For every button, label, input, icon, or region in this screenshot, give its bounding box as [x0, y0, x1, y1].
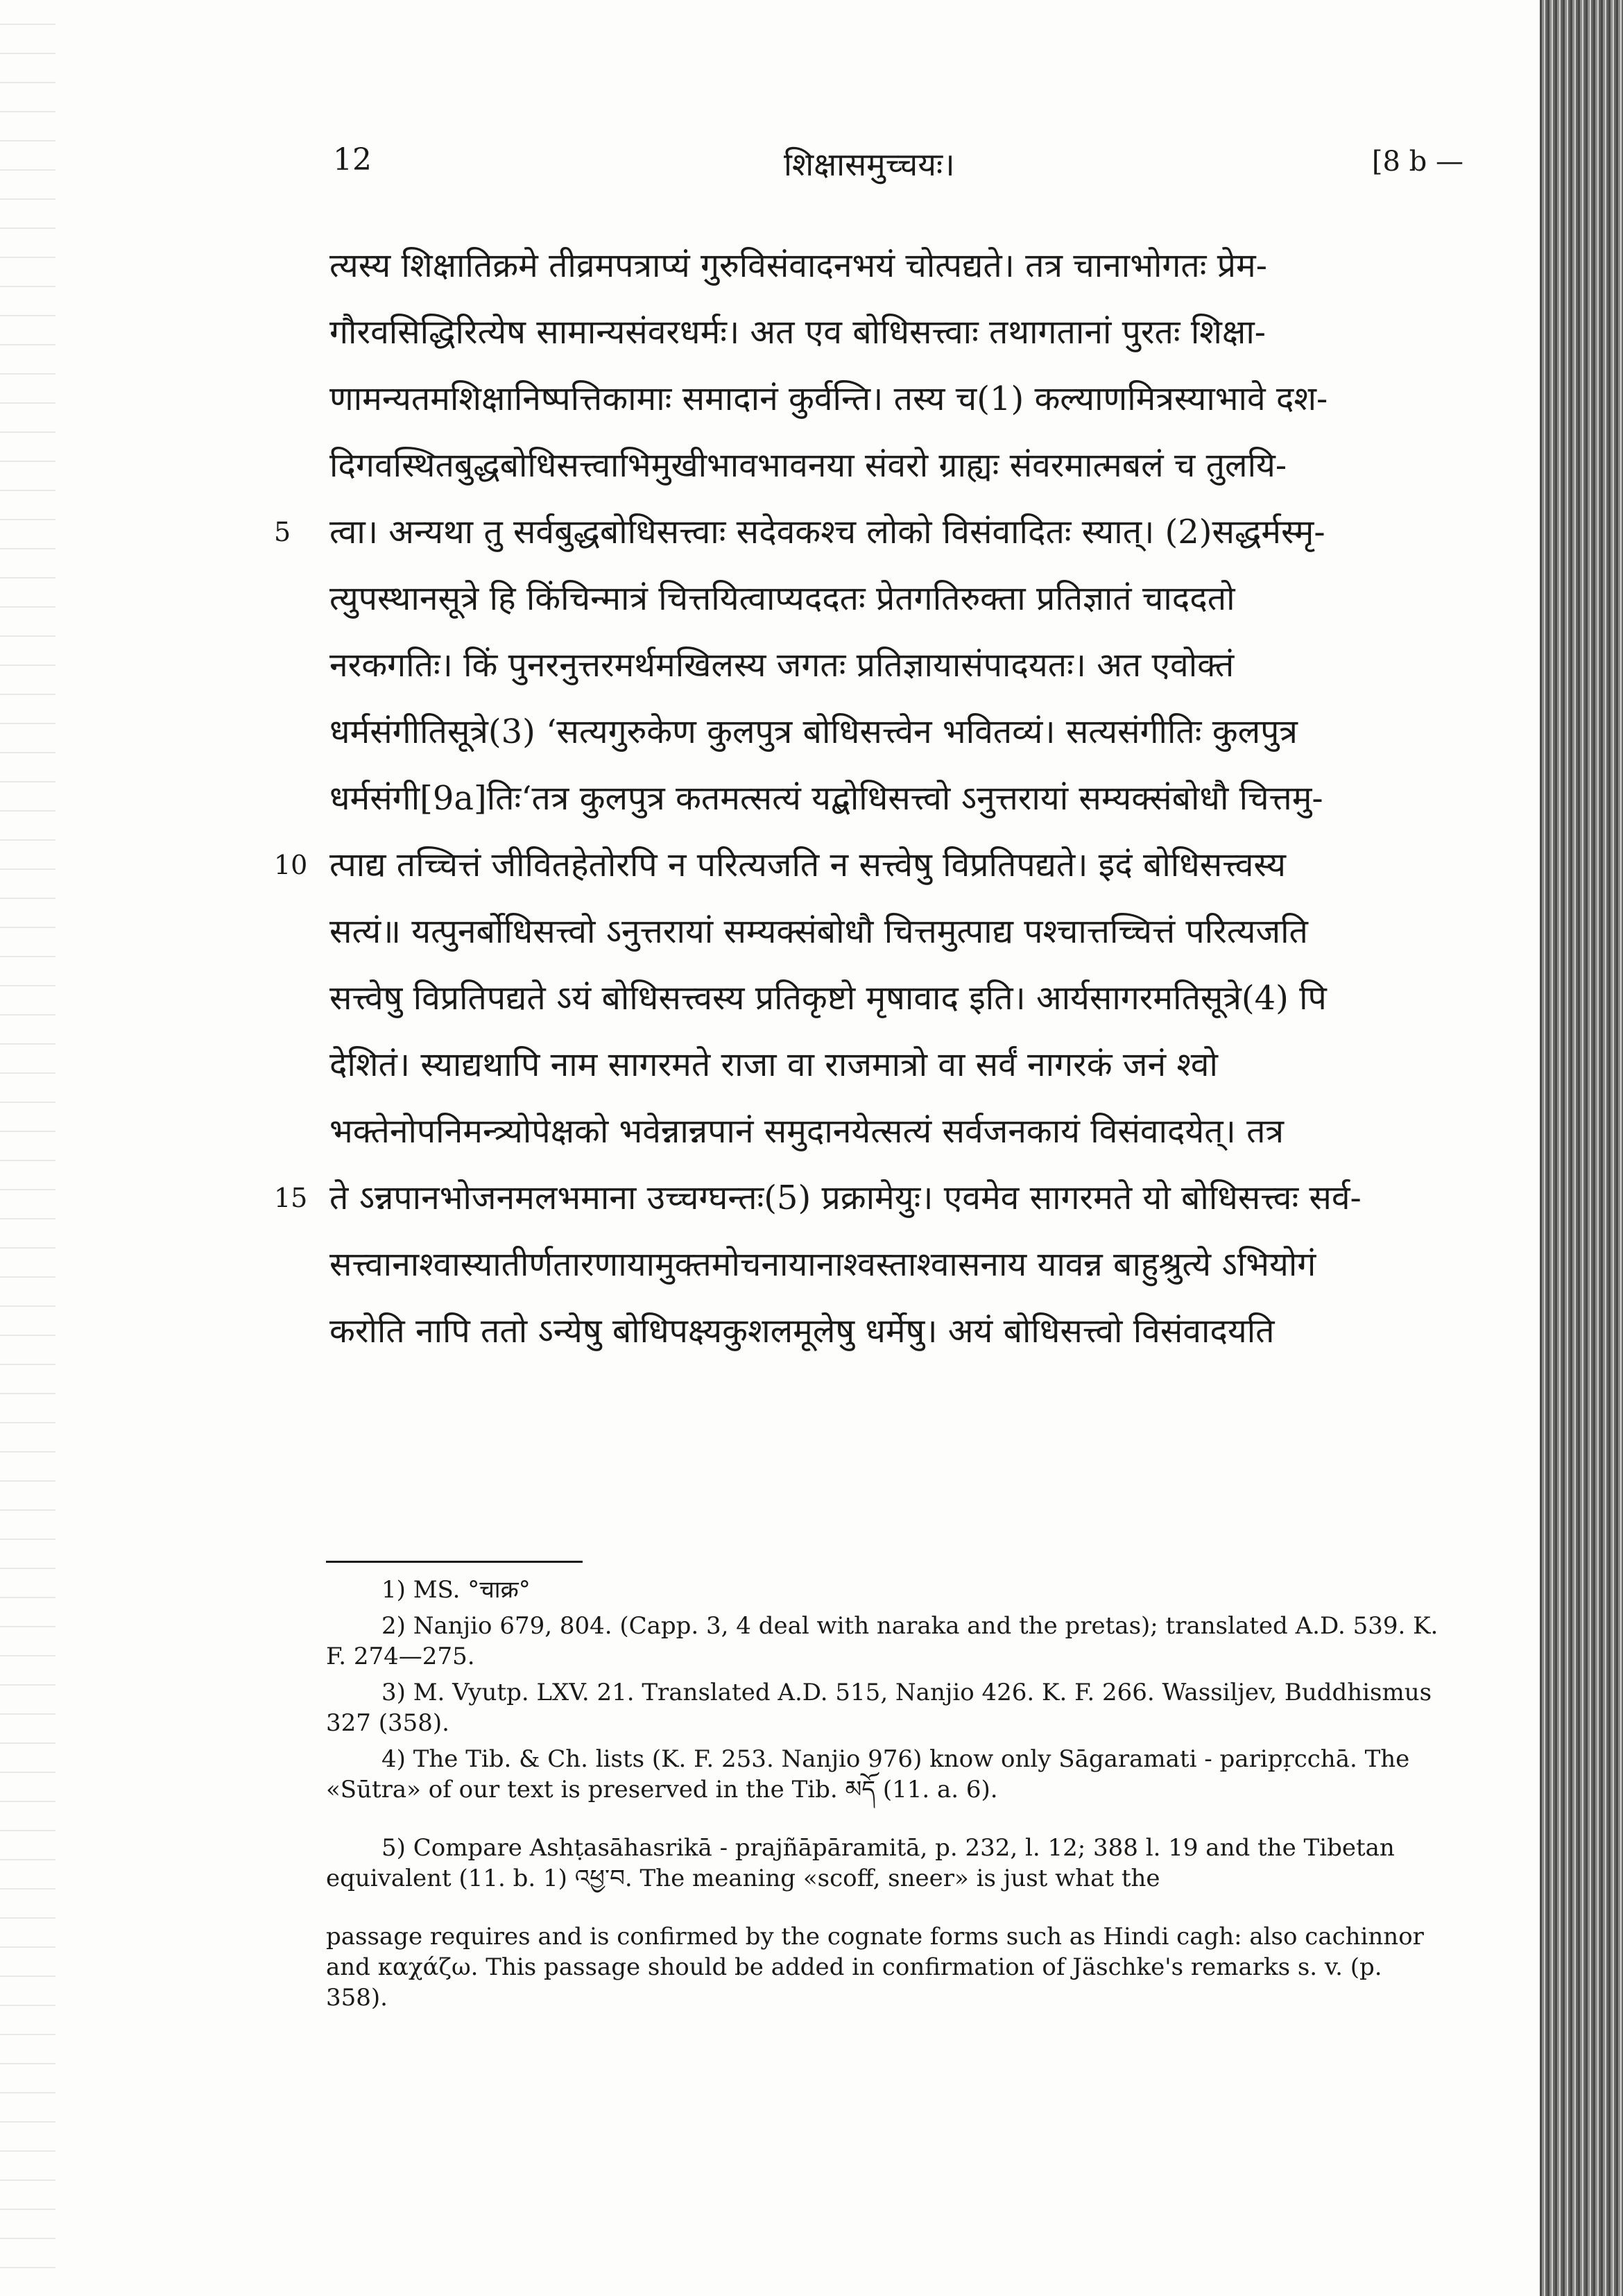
- text-line: [329, 366, 1467, 432]
- text-line: [274, 1165, 1467, 1231]
- line-text: त्वा। अन्यथा तु सर्वबुद्धबोधिसत्त्वाः सदेवकश्च लोको विसंवादितः स्यात्। (2)सद्धर्मस्मृ-: [329, 513, 1325, 551]
- text-line: [274, 832, 1467, 898]
- footnote-list: [326, 1575, 1450, 1894]
- scan-margin: [0, 0, 55, 2296]
- text-line: [329, 299, 1467, 366]
- line-text: त्युपस्थानसूत्रे हि किंचिन्मात्रं चित्तयित्वाप्यददतः प्रेतगतिरुक्ता प्रतिज्ञातं चाददतो: [329, 579, 1235, 618]
- line-text: देशितं। स्याद्यथापि नाम सागरमते राजा वा राजमात्रो वा सर्वं नागरकं जनं श्वो: [329, 1045, 1218, 1084]
- line-number: 15: [274, 1183, 308, 1213]
- line-text: त्पाद्य तच्चित्तं जीवितहेतोरपि न परित्यजति न सत्त्वेषु विप्रतिपद्यते। इदं बोधिसत्त्वस्य: [329, 846, 1286, 884]
- line-text: भक्तेनोपनिमन्त्र्योपेक्षको भवेन्नान्नपानं समुदानयेत्सत्यं सर्वजनकायं विसंवादयेत्। तत्र: [329, 1112, 1284, 1151]
- text-line: [329, 1231, 1467, 1298]
- text-line: [329, 565, 1467, 632]
- line-text: धर्मसंगी[9a]तिः‘तत्र कुलपुत्र कतमत्सत्यं यद्बोधिसत्त्वो ऽनुत्तरायां सम्यक्संबोधौ चित्तमु-: [329, 779, 1323, 818]
- text-line: [329, 1098, 1467, 1165]
- text-line: [329, 699, 1467, 765]
- footnote: 4) The Tib. & Ch. lists (K. F. 253. Nanjio 976) know only Sāgaramati - paripṛcchā. The «Sūtra» of our text is preserved in the Tib. མདོ (11. a. 6).: [326, 1745, 1410, 1804]
- footnote-continuation: passage requires and is confirmed by the cognate forms such as Hindi cagh: also cachinnor and καχάζω. This passage should be added in confirmation of Jäschke's remarks s. v. (p. 358).: [326, 1923, 1424, 2012]
- line-text: दिगवस्थितबुद्धबोधिसत्त्वाभिमुखीभावभावनया संवरो ग्राह्यः संवरमात्मबलं च तुलयि-: [329, 446, 1287, 485]
- page-header: [326, 142, 1463, 191]
- text-line: [329, 632, 1467, 699]
- line-number: 10: [274, 850, 308, 880]
- page-edge-shadow: [1540, 0, 1623, 2296]
- sanskrit-body-text: [274, 232, 1467, 1364]
- text-line: [274, 499, 1467, 565]
- line-text: सत्त्वेषु विप्रतिपद्यते ऽयं बोधिसत्त्वस्य प्रतिकृष्टो मृषावाद इति। आर्यसागरमतिसूत्रे(4) पि: [329, 979, 1327, 1018]
- line-text: णामन्यतमशिक्षानिष्पत्तिकामाः समादानं कुर्वन्ति। तस्य च(1) कल्याणमित्रस्याभावे दश-: [329, 379, 1328, 418]
- text-line: [329, 232, 1467, 299]
- line-text: सत्त्वानाश्वास्यातीर्णतारणायामुक्तमोचनायानाश्वस्ताश्वासनाय यावन्न बाहुश्रुत्ये ऽभियोगं: [329, 1245, 1316, 1284]
- footnote: 5) Compare Ashṭasāhasrikā - prajñāpāramitā, p. 232, l. 12; 388 l. 19 and the Tibetan equivalent (11. b. 1) འཕྱ་བ. The meaning «scoff, sneer» is just what the: [326, 1834, 1395, 1892]
- section-reference: [8 b —: [1371, 146, 1463, 178]
- text-line: [329, 1298, 1467, 1364]
- line-text: सत्यं॥ यत्पुनर्बोधिसत्त्वो ऽनुत्तरायां सम्यक्संबोधौ चित्तमुत्पाद्य पश्चात्तच्चित्तं परित्यजति: [329, 912, 1308, 951]
- footnote: 3) M. Vyutp. LXV. 21. Translated A.D. 515, Nanjio 426. K. F. 266. Wassiljev, Buddhismus 327 (358).: [326, 1679, 1432, 1737]
- line-text: त्यस्य शिक्षातिक्रमे तीव्रमपत्राप्यं गुरुविसंवादनभयं चोत्पद्यते। तत्र चानाभोगतः प्रेम-: [329, 246, 1267, 285]
- text-line: [329, 765, 1467, 832]
- footnote: 1) MS. °चाक्र°: [381, 1576, 531, 1604]
- text-line: [329, 1031, 1467, 1098]
- text-line: [329, 432, 1467, 499]
- line-text: नरकगतिः। किं पुनरनुत्तरमर्थमखिलस्य जगतः प्रतिज्ञायासंपादयतः। अत एवोक्तं: [329, 646, 1235, 685]
- footnote: 2) Nanjio 679, 804. (Capp. 3, 4 deal with naraka and the pretas); translated A.D. 539. K. F. 274—275.: [326, 1612, 1439, 1670]
- line-text: करोति नापि ततो ऽन्येषु बोधिपक्ष्यकुशलमूलेषु धर्मेषु। अयं बोधिसत्त्वो विसंवादयति: [329, 1312, 1275, 1351]
- line-number: 5: [274, 517, 291, 547]
- line-text: धर्मसंगीतिसूत्रे(3) ‘सत्यगुरुकेण कुलपुत्र बोधिसत्त्वेन भवितव्यं। सत्यसंगीतिः कुलपुत्र: [329, 712, 1298, 751]
- footnote-rule: [326, 1561, 583, 1563]
- text-line: [329, 898, 1467, 965]
- text-line: [329, 965, 1467, 1031]
- footnotes: [326, 1575, 1450, 2013]
- page-number: 12: [333, 142, 372, 178]
- line-text: ते ऽन्नपानभोजनमलभमाना उच्चग्घन्तः(5) प्रक्रामेयुः। एवमेव सागरमते यो बोधिसत्त्वः सर्व-: [329, 1179, 1362, 1217]
- running-title: शिक्षासमुच्चयः।: [784, 146, 955, 183]
- line-text: गौरवसिद्धिरित्येष सामान्यसंवरधर्मः। अत एव बोधिसत्त्वाः तथागतानां पुरतः शिक्षा-: [329, 313, 1266, 352]
